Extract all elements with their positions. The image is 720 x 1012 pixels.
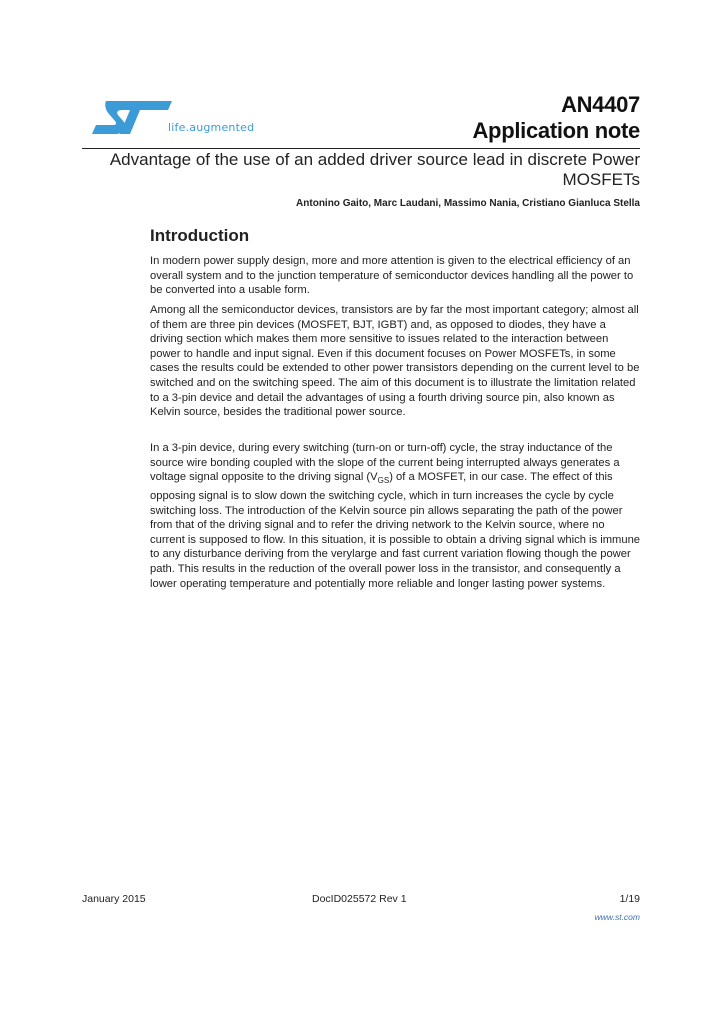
paragraph-3-text-b: ) of a MOSFET, in our case. The effect of this opposing signal is to slow down the switching cycle, which in turn increases the cycle by cycle switching loss. The introduction of the Kelvin source pin allows separating the path of the power from that of the driving signal and to refer the driving network to the Kelvin source, where no current is supposed to flow. In this situation, it is possible to obtain a driving signal which is immune to any disturbance deriving from the verylarge and fast current variation flowing though the power path. This results in the reduction of the overall power loss in the transistor, and consequently a lower operating temperature and potentially more reliable and longer lasting power systems.: [150, 471, 641, 590]
vgs-subscript: GS: [377, 476, 390, 486]
header-divider: [82, 148, 640, 149]
paragraph-1: In modern power supply design, more and more attention is given to the electrical efficiency of an overall system and to the junction temperature of semiconductor devices handling all the power to be converted into a usable form.: [150, 255, 634, 297]
paragraph-3: [150, 441, 640, 591]
st-logo: [92, 98, 174, 138]
st-logo-icon: [92, 98, 174, 138]
footer-doc-id: DocID025572 Rev 1: [312, 893, 407, 905]
paragraph-2: Among all the semiconductor devices, transistors are by far the most important category; almost all of them are three pin devices (MOSFET, BJT, IGBT) and, as opposed to diodes, they have a driving section which makes them more sensitive to issues related to the interaction between power to handle and input signal. Even if this document focuses on Power MOSFETs, in some cases the results could be extended to other power transistors depending on the current level to be switched and on the switching speed. The aim of this document is to illustrate the limitation related to a 3-pin device and detail the advantages of using a fourth driving source pin, also known as Kelvin source, besides the traditional power source.: [150, 304, 640, 419]
document-title: Advantage of the use of an added driver source lead in discrete Power MOSFETs: [109, 150, 640, 189]
paragraph-3-text-a: In a 3-pin device, during every switching (turn-on or turn-off) cycle, the stray inductance of the source wire bonding coupled with the slope of the current being interrupted always generates a voltage signal opposite to the driving signal (V: [150, 442, 620, 484]
footer-page-number: 1/19: [619, 893, 640, 905]
document-type: Application note: [472, 118, 640, 143]
section-heading: Introduction: [150, 226, 250, 245]
brand-tagline: life.augmented: [168, 121, 255, 134]
authors: Antonino Gaito, Marc Laudani, Massimo Nania, Cristiano Gianluca Stella: [296, 198, 640, 209]
document-number: AN4407: [561, 92, 640, 117]
footer-date: January 2015: [82, 893, 146, 905]
footer-url-link[interactable]: www.st.com: [594, 912, 640, 922]
